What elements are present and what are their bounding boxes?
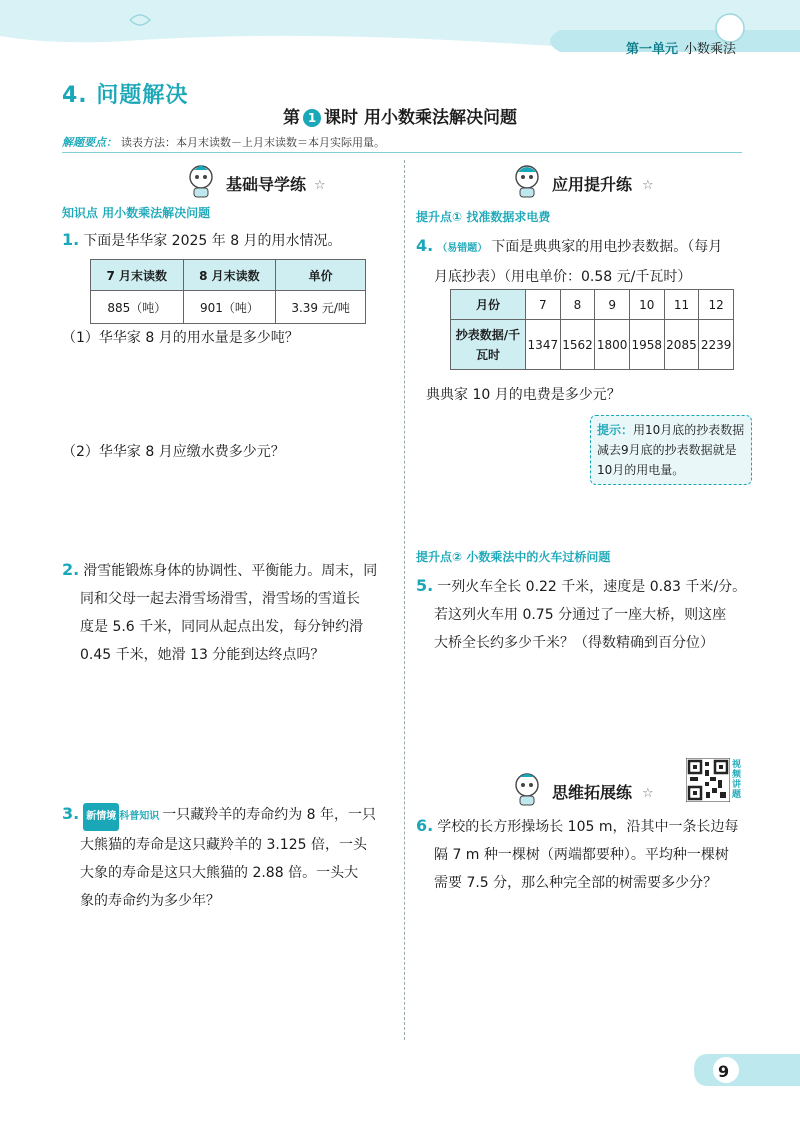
header-wave-band [0,0,800,70]
science-tag: 科普知识 [119,811,160,822]
column-divider [404,160,405,1040]
star-icon: ☆ [642,786,654,801]
unit-label: 第一单元 小数乘法 [625,42,736,57]
solving-tip: 解题要点： 读表方法：本月末读数－上月末读数＝本月实际用量。 [62,136,385,149]
error-prone-tag: （易错题） [437,243,488,254]
question-4-ask: 典典家 10 月的电费是多少元？ [426,387,621,403]
qr-code-icon[interactable] [686,758,730,802]
page-number: 9 [718,1062,730,1081]
mascot-icon [186,164,216,198]
section-title: 4. 问题解决 [62,83,189,108]
new-context-tag: 新情境 [83,803,119,831]
question-2: 2. 滑雪能锻炼身体的协调性、平衡能力。周末，同 同和父母一起去滑雪场滑雪，滑雪场的雪道长 度是 5.6 千米，同同从起点出发，每分钟约滑 0.45 千米，她滑 13 分能到达终点吗？ [62,560,378,663]
question-1-part-2: （2）华华家 8 月应缴水费多少元？ [62,444,285,460]
question-3: 3. 新情境 科普知识 一只藏羚羊的寿命约为 8 年，一只 大熊猫的寿命是这只藏羚羊的 3.125 倍，一头 大象的寿命是这只大熊猫的 2.88 倍。一头大 象的寿命约为多少年？ [62,804,377,909]
applied-practice-heading: 应用提升练 ☆ [512,168,632,198]
thinking-practice-heading: 思维拓展练 ☆ [512,776,632,806]
water-usage-table: 7 月末读数 8 月末读数 单价 885（吨） 901（吨） 3.39 元/吨 [90,259,366,324]
electricity-reading-table: 月份 7 8 9 10 11 12 抄表数据/千瓦时 1347 1562 1800 1958 2085 2239 [450,289,734,370]
basic-practice-heading: 基础导学练 ☆ [186,168,306,198]
star-icon: ☆ [314,178,326,193]
knowledge-point: 知识点 用小数乘法解决问题 [62,206,211,220]
lesson-number-badge: 1 [303,109,321,127]
hint-box: 提示：用10月底的抄表数据减去9月底的抄表数据就是10月的用电量。 [590,415,752,485]
qr-label: 视频讲题 [732,760,742,800]
question-1: 1. 下面是华华家 2025 年 8 月的用水情况。 [62,230,342,249]
improvement-point-2: 提升点② 小数乘法中的火车过桥问题 [416,550,611,564]
question-1-part-1: （1）华华家 8 月的用水量是多少吨？ [62,330,299,346]
lesson-title: 第 1 课时 用小数乘法解决问题 [283,108,517,128]
mascot-icon [512,772,542,806]
star-icon: ☆ [642,178,654,193]
mascot-icon [512,164,542,198]
header-rule [62,152,742,153]
question-4: 4. （易错题） 下面是典典家的用电抄表数据。（每月 月底抄表）（用电单价：0.58 元/千瓦时） [416,236,723,285]
question-5: 5. 一列火车全长 0.22 千米，速度是 0.83 千米/分。 若这列火车用 0.75 分通过了一座大桥，则这座 大桥全长约多少千米？（得数精确到百分位） [416,576,747,651]
question-6: 6. 学校的长方形操场长 105 m，沿其中一条长边每 隔 7 m 种一棵树（两端都要种）。平均种一棵树 需要 7.5 分，那么种完全部的树需要多少分？ [416,816,739,891]
page-number-tab [690,1050,800,1090]
improvement-point-1: 提升点① 找准数据求电费 [416,210,551,224]
